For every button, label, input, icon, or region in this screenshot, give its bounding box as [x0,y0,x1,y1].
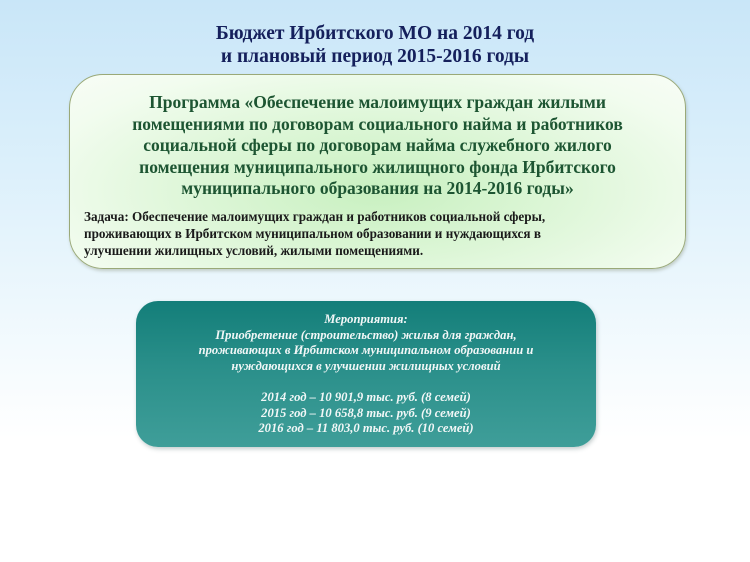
measures-heading: Мероприятия: [324,312,408,326]
program-title-line: помещениями по договорам социального найма и работников [132,113,623,134]
program-title-line: муниципального образования на 2014-2016 годы» [181,178,574,198]
spacer [136,374,596,390]
funding-2014: 2014 год – 10 901,9 тыс. руб. (8 семей) [261,389,471,404]
task-text [84,208,674,259]
task-line: проживающих в Ирбитском муниципальном образовании и нуждающихся в [84,226,541,241]
measures-box [136,301,596,447]
program-title-line: Программа «Обеспечение малоимущих граждан жилыми [149,92,606,112]
task-line: улучшении жилищных условий, жилыми помещениями. [84,243,424,258]
measures-description-line: проживающих в Ирбитском муниципальном образовании и [198,343,534,358]
program-title-line: социальной сферы по договорам найма служебного жилого [143,135,612,155]
program-box [69,74,686,269]
slide-title-line-2: и плановый период 2015-2016 годы [220,46,530,67]
funding-2015: 2015 год – 10 658,8 тыс. руб. (9 семей) [261,405,471,420]
measures-description-line: нуждающихся в улучшении жилищных условий [231,358,501,373]
measures-description-line: Приобретение (строительство) жилья для граждан, [215,327,517,342]
funding-2016: 2016 год – 11 803,0 тыс. руб. (10 семей) [258,421,474,436]
task-line: Задача: Обеспечение малоимущих граждан и работников социальной сферы, [84,209,546,224]
slide-title-line-1: Бюджет Ирбитского МО на 2014 год [215,23,535,44]
program-title-line: помещения муниципального жилищного фонда Ирбитского [139,156,616,177]
measures-text [136,312,596,437]
program-title [70,92,685,200]
slide-title [0,22,750,68]
